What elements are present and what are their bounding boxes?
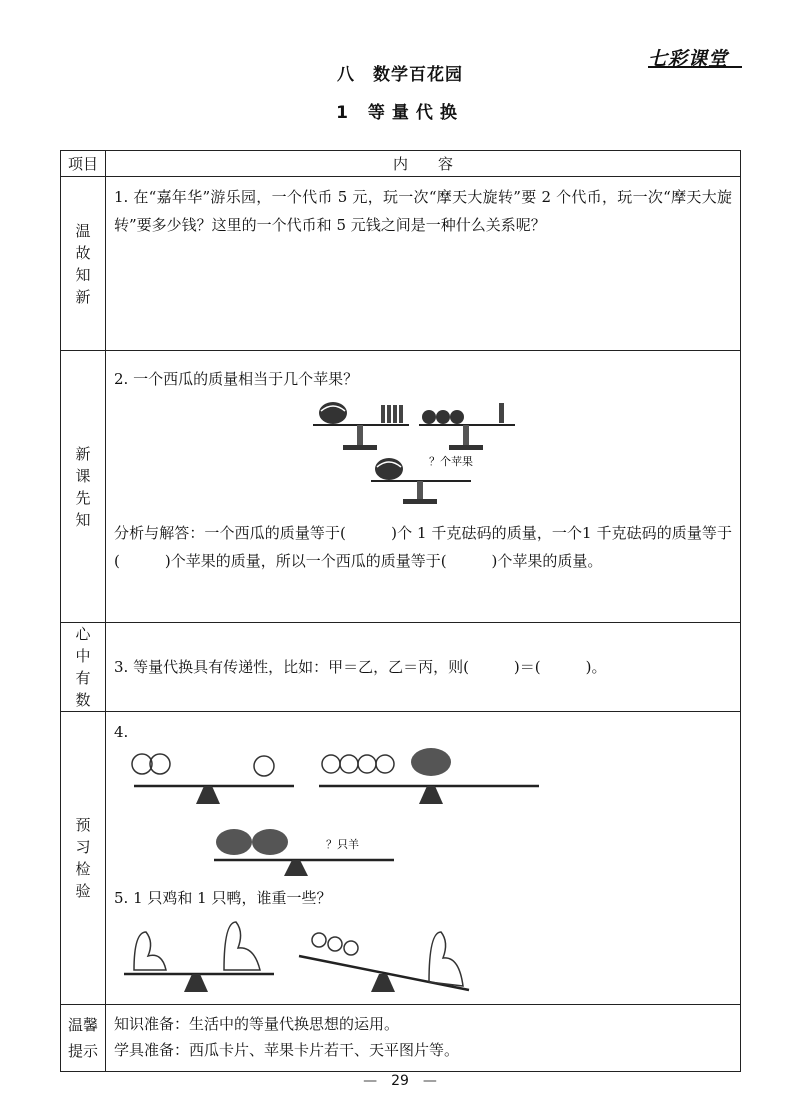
column-header-content: 内容 bbox=[106, 151, 741, 177]
question-1: 1. 在“嘉年华”游乐园，一个代币 5 元，玩一次“摩天大旋转”要 2 个代币，玩一次“摩天大旋转”要多少钱？这里的一个代币和 5 元钱之间是一种什么关系呢？ bbox=[114, 188, 732, 234]
section-label-review bbox=[61, 177, 106, 351]
lesson-title: 1 等量代换 bbox=[336, 103, 464, 123]
question-4-number: 4. bbox=[114, 723, 129, 741]
label-text: 温故知新 bbox=[75, 221, 91, 306]
sheep-count-label: ？只羊 bbox=[326, 838, 359, 851]
column-header-item: 项目 bbox=[61, 151, 106, 177]
section-mind bbox=[61, 623, 741, 712]
seesaw-sheep-ox-icon bbox=[319, 748, 539, 804]
label-text: 新课先知 bbox=[75, 444, 91, 529]
label-text: 心中有数 bbox=[75, 625, 91, 709]
question-5: 5. 1 只鸡和 1 只鸭，谁重一些？ bbox=[114, 889, 332, 907]
tip-line-1: 知识准备：生活中的等量代换思想的运用。 bbox=[114, 1015, 400, 1033]
balance-scale-1-icon bbox=[313, 402, 409, 450]
logo-text: 七彩课堂 bbox=[648, 48, 729, 70]
section-content-new bbox=[106, 351, 741, 623]
section-label-tips bbox=[61, 1005, 106, 1072]
table-header-row bbox=[61, 151, 741, 177]
chapter-title: 八 数学百花园 bbox=[337, 65, 463, 85]
section-content-preview bbox=[106, 712, 741, 1005]
section-new bbox=[61, 351, 741, 623]
balance-scale-3-icon bbox=[371, 454, 473, 504]
seesaw-ducks-icon bbox=[124, 922, 274, 992]
label-text: 温馨提示 bbox=[68, 1016, 99, 1060]
section-content-review bbox=[106, 177, 741, 351]
question-2: 2. 一个西瓜的质量相当于几个苹果？ bbox=[114, 370, 359, 388]
chicken-duck-illustration bbox=[114, 912, 714, 1004]
section-review bbox=[61, 177, 741, 351]
analysis-text: 分析与解答：一个西瓜的质量等于( )个 1 千克砝码的质量，一个1 千克砝码的质量等于( )个苹果的质量，所以一个西瓜的质量等于( )个苹果的质量。 bbox=[114, 524, 732, 570]
seesaw-sheep-icon bbox=[132, 754, 294, 804]
section-preview bbox=[61, 712, 741, 1005]
balance-scales-illustration bbox=[313, 393, 533, 513]
page-number: 29 bbox=[391, 1073, 409, 1089]
label-text: 预习检验 bbox=[75, 816, 91, 900]
question-3: 3. 等量代换具有传递性，比如：甲＝乙，乙＝丙，则( )＝( )。 bbox=[114, 658, 607, 676]
section-content-tips bbox=[106, 1005, 741, 1072]
section-label-new bbox=[61, 351, 106, 623]
section-label-preview bbox=[61, 712, 106, 1005]
ox-balance-illustration bbox=[114, 820, 714, 880]
section-tips bbox=[61, 1005, 741, 1072]
section-content-mind bbox=[106, 623, 741, 712]
tip-line-2: 学具准备：西瓜卡片、苹果卡片若干、天平图片等。 bbox=[114, 1041, 460, 1059]
section-label-mind bbox=[61, 623, 106, 712]
apple-count-label: ？个苹果 bbox=[429, 455, 473, 468]
seesaw-chickens-ducks-icon bbox=[299, 932, 469, 992]
worksheet-table bbox=[60, 150, 741, 1072]
seesaw-ox-icon bbox=[214, 829, 394, 876]
page-footer: — 29 — bbox=[363, 1073, 437, 1089]
balance-scale-2-icon bbox=[419, 403, 515, 450]
